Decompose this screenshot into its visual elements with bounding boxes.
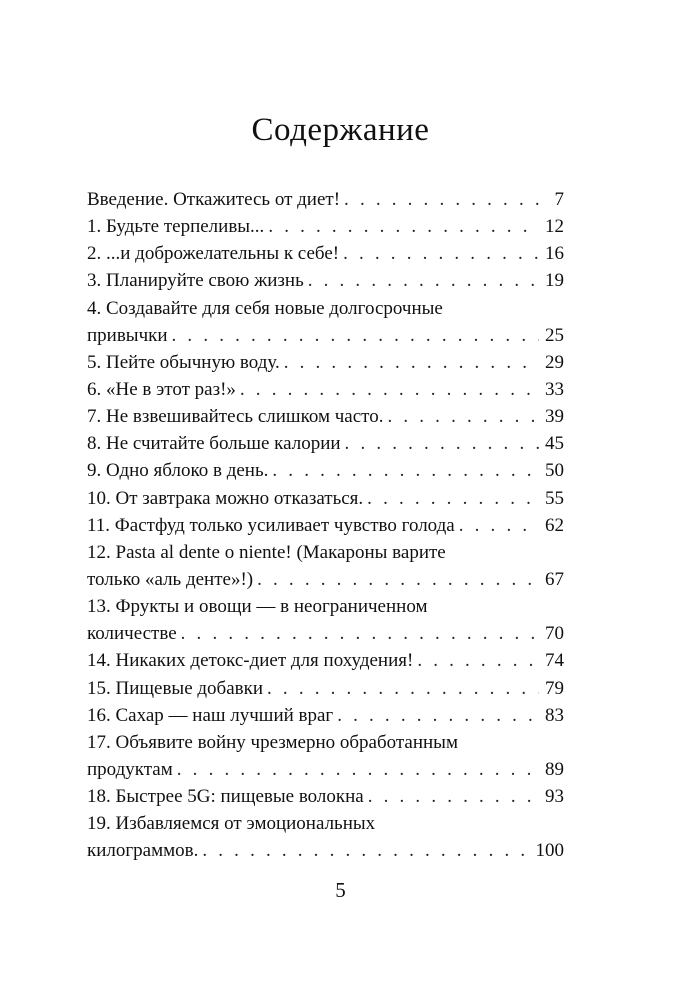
toc-line (87, 539, 564, 566)
dot-leader (257, 566, 539, 593)
dot-leader (343, 240, 539, 267)
toc-page-number: 7 (554, 189, 564, 210)
toc-entry-title: 6. «Не в этот раз!» (87, 378, 236, 400)
toc-line (87, 403, 564, 430)
toc-page-number: 29 (545, 351, 564, 373)
toc-line (87, 837, 564, 864)
toc-entry-title: Введение. Откажитесь от диет! (87, 189, 341, 210)
toc-entry-title: 17. Объявите войну чрезмерно обработанным (87, 731, 458, 753)
toc-entry (87, 647, 564, 674)
toc-entry-title: 15. Пищевые добавки (87, 677, 264, 699)
toc-entry-title: 8. Не считайте больше калории (87, 433, 341, 455)
toc-page-number: 79 (545, 677, 564, 699)
toc-line (87, 647, 564, 674)
toc-entry-title: 4. Создавайте для себя новые долгосрочные (87, 297, 443, 319)
dot-leader (344, 186, 548, 213)
toc-line (87, 376, 564, 403)
dot-leader (337, 702, 539, 729)
toc-page-number: 62 (545, 514, 564, 536)
toc-entry (87, 213, 564, 240)
toc-line (87, 702, 564, 729)
dot-leader (268, 213, 539, 240)
toc-line (87, 349, 564, 376)
toc-entry (87, 349, 564, 376)
dot-leader (387, 403, 539, 430)
toc-entry-title: 12. Pasta al dente o niente! (Макароны варите (87, 541, 446, 563)
toc-entry (87, 457, 564, 484)
toc-page-number: 12 (545, 216, 564, 238)
toc-entry-title: 10. От завтрака можно отказаться. (87, 487, 364, 509)
toc-entry (87, 186, 564, 213)
table-of-contents (87, 186, 564, 865)
dot-leader (345, 430, 539, 457)
toc-entry-title: 18. Быстрее 5G: пищевые волокна (87, 786, 364, 808)
toc-line (87, 186, 564, 213)
dot-leader (368, 783, 539, 810)
dot-leader (459, 512, 539, 539)
toc-entry-title: 5. Пейте обычную воду. (87, 351, 280, 373)
toc-page-number: 39 (545, 406, 564, 428)
toc-page-number: 25 (545, 324, 564, 346)
toc-page-number: 33 (545, 378, 564, 400)
toc-page-number: 74 (545, 650, 564, 672)
dot-leader (308, 267, 539, 294)
toc-page-number: 45 (545, 433, 564, 455)
toc-entry (87, 376, 564, 403)
toc-page-number: 16 (545, 243, 564, 265)
toc-entry (87, 240, 564, 267)
dot-leader (172, 322, 539, 349)
toc-line (87, 485, 564, 512)
toc-page-number: 67 (545, 568, 564, 590)
toc-entry-title: килограммов. (87, 840, 199, 862)
toc-entry-title: 7. Не взвешивайтесь слишком часто. (87, 406, 384, 428)
toc-entry-title: 3. Планируйте свою жизнь (87, 270, 304, 292)
toc-line (87, 756, 564, 783)
toc-line (87, 512, 564, 539)
dot-leader (177, 756, 539, 783)
dot-leader (202, 837, 529, 864)
toc-line (87, 240, 564, 267)
toc-entry-title: количестве (87, 623, 177, 645)
toc-entry-title: 1. Будьте терпеливы... (87, 216, 265, 238)
toc-line (87, 675, 564, 702)
toc-entry-title: продуктам (87, 758, 173, 780)
toc-entry (87, 702, 564, 729)
toc-entry-title: 19. Избавляемся от эмоциональных (87, 813, 376, 835)
toc-line (87, 457, 564, 484)
toc-entry (87, 485, 564, 512)
toc-entry-title: 16. Сахар — наш лучший враг (87, 704, 334, 726)
toc-entry-title: 13. Фрукты и овощи — в неограниченном (87, 596, 428, 618)
toc-page-number: 89 (545, 758, 564, 780)
page-number: 5 (335, 878, 346, 902)
toc-entry-title: 2. ...и доброжелательны к себе! (87, 243, 340, 265)
toc-line (87, 783, 564, 810)
toc-entry (87, 295, 564, 349)
toc-entry (87, 810, 564, 864)
dot-leader (367, 485, 539, 512)
dot-leader (267, 675, 539, 702)
toc-line (87, 267, 564, 294)
toc-line (87, 213, 564, 240)
toc-line (87, 593, 564, 620)
toc-entry (87, 267, 564, 294)
toc-entry (87, 593, 564, 647)
toc-entry (87, 539, 564, 593)
dot-leader (417, 647, 539, 674)
toc-page-number: 100 (535, 840, 564, 862)
toc-page-number: 93 (545, 786, 564, 808)
toc-page-number: 55 (545, 487, 564, 509)
toc-entry (87, 783, 564, 810)
toc-line (87, 430, 564, 457)
toc-line (87, 322, 564, 349)
toc-entry (87, 430, 564, 457)
toc-line (87, 620, 564, 647)
dot-leader (284, 349, 539, 376)
toc-entry-title: только «аль денте»!) (87, 568, 254, 590)
toc-entry (87, 729, 564, 783)
toc-entry-title: 14. Никаких детокс-диет для похудения! (87, 650, 414, 672)
toc-line (87, 729, 564, 756)
page-title: Содержание (251, 112, 430, 148)
toc-line (87, 566, 564, 593)
toc-page-number: 83 (545, 704, 564, 726)
toc-entry (87, 403, 564, 430)
toc-line (87, 295, 564, 322)
toc-entry-title: 11. Фастфуд только усиливает чувство голода (87, 514, 455, 536)
toc-entry (87, 675, 564, 702)
toc-entry-title: 9. Одно яблоко в день. (87, 460, 269, 482)
dot-leader (240, 376, 539, 403)
toc-page-number: 70 (545, 623, 564, 645)
toc-page-number: 19 (545, 270, 564, 292)
toc-entry (87, 512, 564, 539)
dot-leader (272, 457, 539, 484)
dot-leader (181, 620, 539, 647)
toc-entry-title: привычки (87, 324, 168, 346)
toc-page-number: 50 (545, 460, 564, 482)
toc-line (87, 810, 564, 837)
